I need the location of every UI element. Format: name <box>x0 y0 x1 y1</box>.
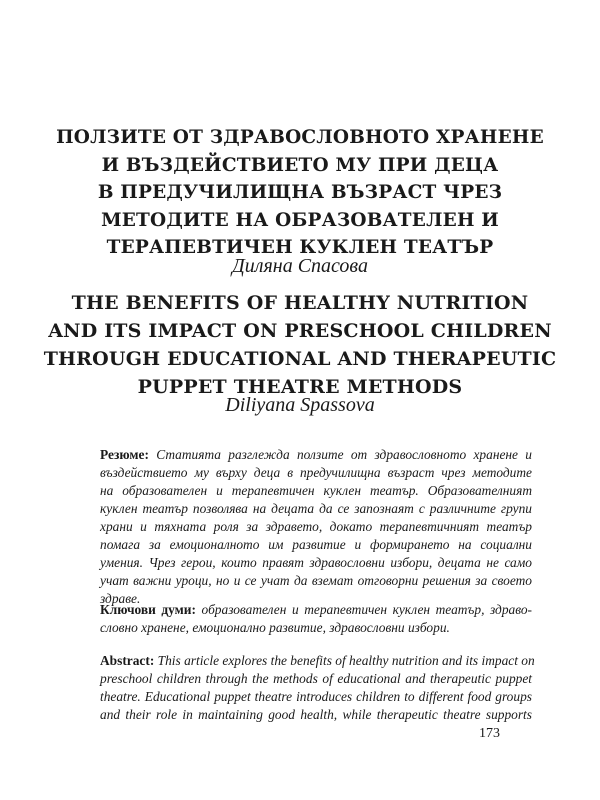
bulgarian-title-line: ПОЛЗИТЕ ОТ ЗДРАВОСЛОВНОТО ХРАНЕНЕ <box>56 127 544 148</box>
english-abstract-label: Abstract: <box>100 653 155 668</box>
abstract-line <box>100 652 535 670</box>
abstract-line-text: Статията разглежда ползите от здравословното хранене и <box>156 447 532 462</box>
abstract-line: preschool children through the methods of educational and therapeutic puppet <box>100 671 532 686</box>
abstract-line: на образователен и терапевтичен куклен театър. Образователният <box>100 483 532 498</box>
abstract-line: храни и тяхната роля за здравето, докато терапевтичният театър <box>100 519 532 534</box>
abstract-line: and their role in maintaining good health, while therapeutic theatre supports <box>100 707 532 722</box>
bulgarian-title <box>40 124 560 262</box>
bulgarian-title-line: ТЕРАПЕВТИЧЕН КУКЛЕН ТЕАТЪР <box>106 237 494 258</box>
english-abstract <box>100 652 535 724</box>
english-author: Diliyana Spassova <box>225 394 375 416</box>
abstract-line: theatre. Educational puppet theatre introduces children to different food groups <box>100 689 532 704</box>
keywords-line <box>100 601 532 619</box>
abstract-line: куклен театър позволява на децата да се запознаят с различните групи <box>100 501 532 516</box>
english-title-line: PUPPET THEATRE METHODS <box>137 376 463 398</box>
english-title-line: THROUGH EDUCATIONAL AND THERAPEUTIC <box>43 348 557 370</box>
page-number: 173 <box>479 726 500 741</box>
abstract-line: умения. Чрез герои, които правят здравословни избори, децата не само <box>100 555 532 570</box>
bulgarian-author: Диляна Спасова <box>232 255 368 277</box>
bulgarian-abstract <box>100 446 532 608</box>
keywords-label: Ключови думи: <box>100 602 196 617</box>
abstract-line-text: This article explores the benefits of healthy nutrition and its impact on <box>157 653 535 668</box>
keywords-line-text: образователен и терапевтичен куклен театър, здраво- <box>201 602 532 617</box>
abstract-line: здраве. <box>100 591 141 606</box>
english-title-line: THE BENEFITS OF HEALTHY NUTRITION <box>71 292 529 314</box>
bulgarian-title-line: И ВЪЗДЕЙСТВИЕТО МУ ПРИ ДЕЦА <box>101 154 499 176</box>
abstract-line <box>100 446 532 464</box>
bulgarian-title-line: МЕТОДИТЕ НА ОБРАЗОВАТЕЛЕН И <box>101 209 499 231</box>
abstract-line: помага за емоционалното им развитие и формирането на социални <box>100 537 532 552</box>
english-title-line: AND ITS IMPACT ON PRESCHOOL CHILDREN <box>48 320 552 342</box>
english-title <box>40 289 560 401</box>
bulgarian-abstract-label: Резюме: <box>100 447 149 462</box>
abstract-line: въздействието му върху деца в предучилищна възраст чрез методите <box>100 465 532 480</box>
bulgarian-title-line: В ПРЕДУЧИЛИЩНА ВЪЗРАСТ ЧРЕЗ <box>97 182 503 203</box>
keywords-line: словно хранене, емоционално развитие, здравословни избори. <box>100 620 450 635</box>
keywords <box>100 601 532 637</box>
abstract-line: учат важни уроци, но и се учат да вземат отговорни решения за своето <box>100 573 532 588</box>
